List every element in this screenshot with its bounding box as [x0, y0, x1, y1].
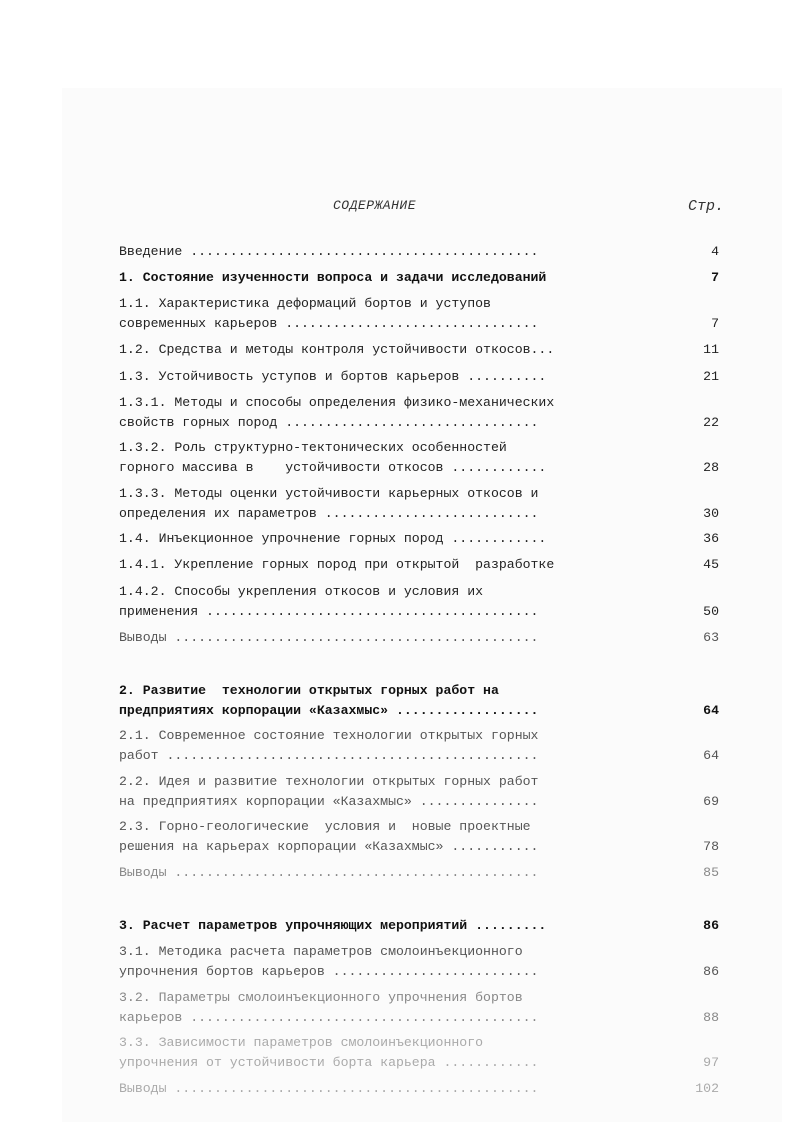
toc-entry-text: применения ..........................................: [119, 603, 539, 619]
toc-entry-text: 1.1. Характеристика деформаций бортов и уступов: [119, 296, 491, 311]
toc-page-number: 64: [703, 747, 719, 763]
toc-entry-text: 1.4.1. Укрепление горных пород при открытой разработке: [119, 557, 555, 572]
toc-entry: [119, 863, 719, 883]
toc-entry-text: 1.2. Средства и методы контроля устойчивости откосов...: [119, 342, 555, 357]
toc-entry-text: 1.3.2. Роль структурно-тектонических особенностей: [119, 440, 507, 455]
toc-entry: [119, 772, 719, 811]
toc-page-number: 7: [711, 315, 719, 331]
toc-title: СОДЕРЖАНИЕ: [333, 198, 417, 213]
toc-entry-text: 1.3. Устойчивость уступов и бортов карьеров ..........: [119, 369, 547, 384]
toc-page-number: 85: [703, 865, 719, 880]
toc-page-number: 102: [695, 1081, 719, 1096]
toc-entry-text: 2.1. Современное состояние технологии открытых горных: [119, 728, 539, 743]
toc-entry-text: упрочнения бортов карьеров ..........................: [119, 963, 539, 979]
toc-entry-text: упрочнения от устойчивости борта карьера ............: [119, 1054, 539, 1070]
toc-page-number: 11: [703, 342, 719, 357]
toc-entry: [119, 681, 719, 720]
toc-entry-text: 2.3. Горно-геологические условия и новые проектные: [119, 819, 531, 834]
toc-entry: [119, 242, 719, 262]
toc-page-number: 21: [703, 369, 719, 384]
toc-page-number: 97: [703, 1054, 719, 1070]
toc-entry: [119, 555, 719, 575]
toc-entry: [119, 988, 719, 1027]
toc-page-number: 78: [703, 838, 719, 854]
toc-entry: [119, 367, 719, 387]
toc-entry-text: Введение ............................................: [119, 244, 539, 259]
toc-page-number: 7: [711, 270, 719, 285]
toc-page-number: 69: [703, 793, 719, 809]
toc-entry-text: 1.4. Инъекционное упрочнение горных пород ............: [119, 531, 547, 546]
toc-entry: [119, 1079, 719, 1099]
toc-entry: [119, 726, 719, 765]
toc-entry: [119, 393, 719, 432]
toc-page-number: 50: [703, 603, 719, 619]
toc-entry-text: решения на карьерах корпорации «Казахмыс» ...........: [119, 838, 539, 854]
toc-entry-text: 1.4.2. Способы укрепления откосов и условия их: [119, 584, 484, 599]
toc-entry-text: Выводы ..............................................: [119, 865, 539, 880]
toc-entry-text: Выводы ..............................................: [119, 630, 539, 645]
toc-entry: [119, 582, 719, 621]
toc-page-number: 86: [703, 963, 719, 979]
toc-page-number: 36: [703, 531, 719, 546]
toc-entry: [119, 484, 719, 523]
toc-entry-text: карьеров ............................................: [119, 1009, 539, 1025]
toc-entry: [119, 294, 719, 333]
toc-entry-text: 2.2. Идея и развитие технологии открытых горных работ: [119, 774, 539, 789]
toc-entry: [119, 1033, 719, 1072]
toc-page-number: 4: [711, 244, 719, 259]
toc-entry: [119, 817, 719, 856]
toc-entry-text: 1.3.1. Методы и способы определения физико-механических: [119, 395, 555, 410]
page-column-label: Стр.: [688, 198, 725, 215]
toc-page-number: 30: [703, 505, 719, 521]
toc-entry-text: предприятиях корпорации «Казахмыс» ..................: [119, 702, 539, 718]
toc-entry-text: свойств горных пород ................................: [119, 414, 539, 430]
toc-entry: [119, 942, 719, 981]
toc-page-number: 28: [703, 459, 719, 475]
toc-entry-text: современных карьеров ................................: [119, 315, 539, 331]
toc-entry-text: горного массива в устойчивости откосов ............: [119, 459, 547, 475]
toc-page-number: 64: [703, 702, 719, 718]
toc-entry-text: определения их параметров ...........................: [119, 505, 539, 521]
toc-entry: [119, 438, 719, 477]
toc-entry: [119, 529, 719, 549]
toc-entry: [119, 628, 719, 648]
toc-entry-text: 3.1. Методика расчета параметров смолоинъекционного: [119, 944, 523, 959]
toc-entry-text: Выводы ..............................................: [119, 1081, 539, 1096]
toc-entry-text: работ ...............................................: [119, 747, 539, 763]
toc-entry: [119, 268, 719, 288]
toc-entry-text: 2. Развитие технологии открытых горных работ на: [119, 683, 499, 698]
toc-entry: [119, 916, 719, 936]
toc-entry-text: 3.2. Параметры смолоинъекционного упрочнения бортов: [119, 990, 523, 1005]
toc-entry-text: на предприятиях корпорации «Казахмыс» ...............: [119, 793, 539, 809]
toc-entry-text: 3. Расчет параметров упрочняющих мероприятий .........: [119, 918, 547, 933]
toc-entry-text: 1. Состояние изученности вопроса и задачи исследований: [119, 270, 547, 285]
toc-page-number: 86: [703, 918, 719, 933]
toc-entry-text: 3.3. Зависимости параметров смолоинъекционного: [119, 1035, 484, 1050]
toc-entry-text: 1.3.3. Методы оценки устойчивости карьерных откосов и: [119, 486, 539, 501]
toc-page-number: 45: [703, 557, 719, 572]
toc-page-number: 88: [703, 1009, 719, 1025]
toc-page-number: 63: [703, 630, 719, 645]
toc-entry: [119, 340, 719, 360]
toc-page-number: 22: [703, 414, 719, 430]
